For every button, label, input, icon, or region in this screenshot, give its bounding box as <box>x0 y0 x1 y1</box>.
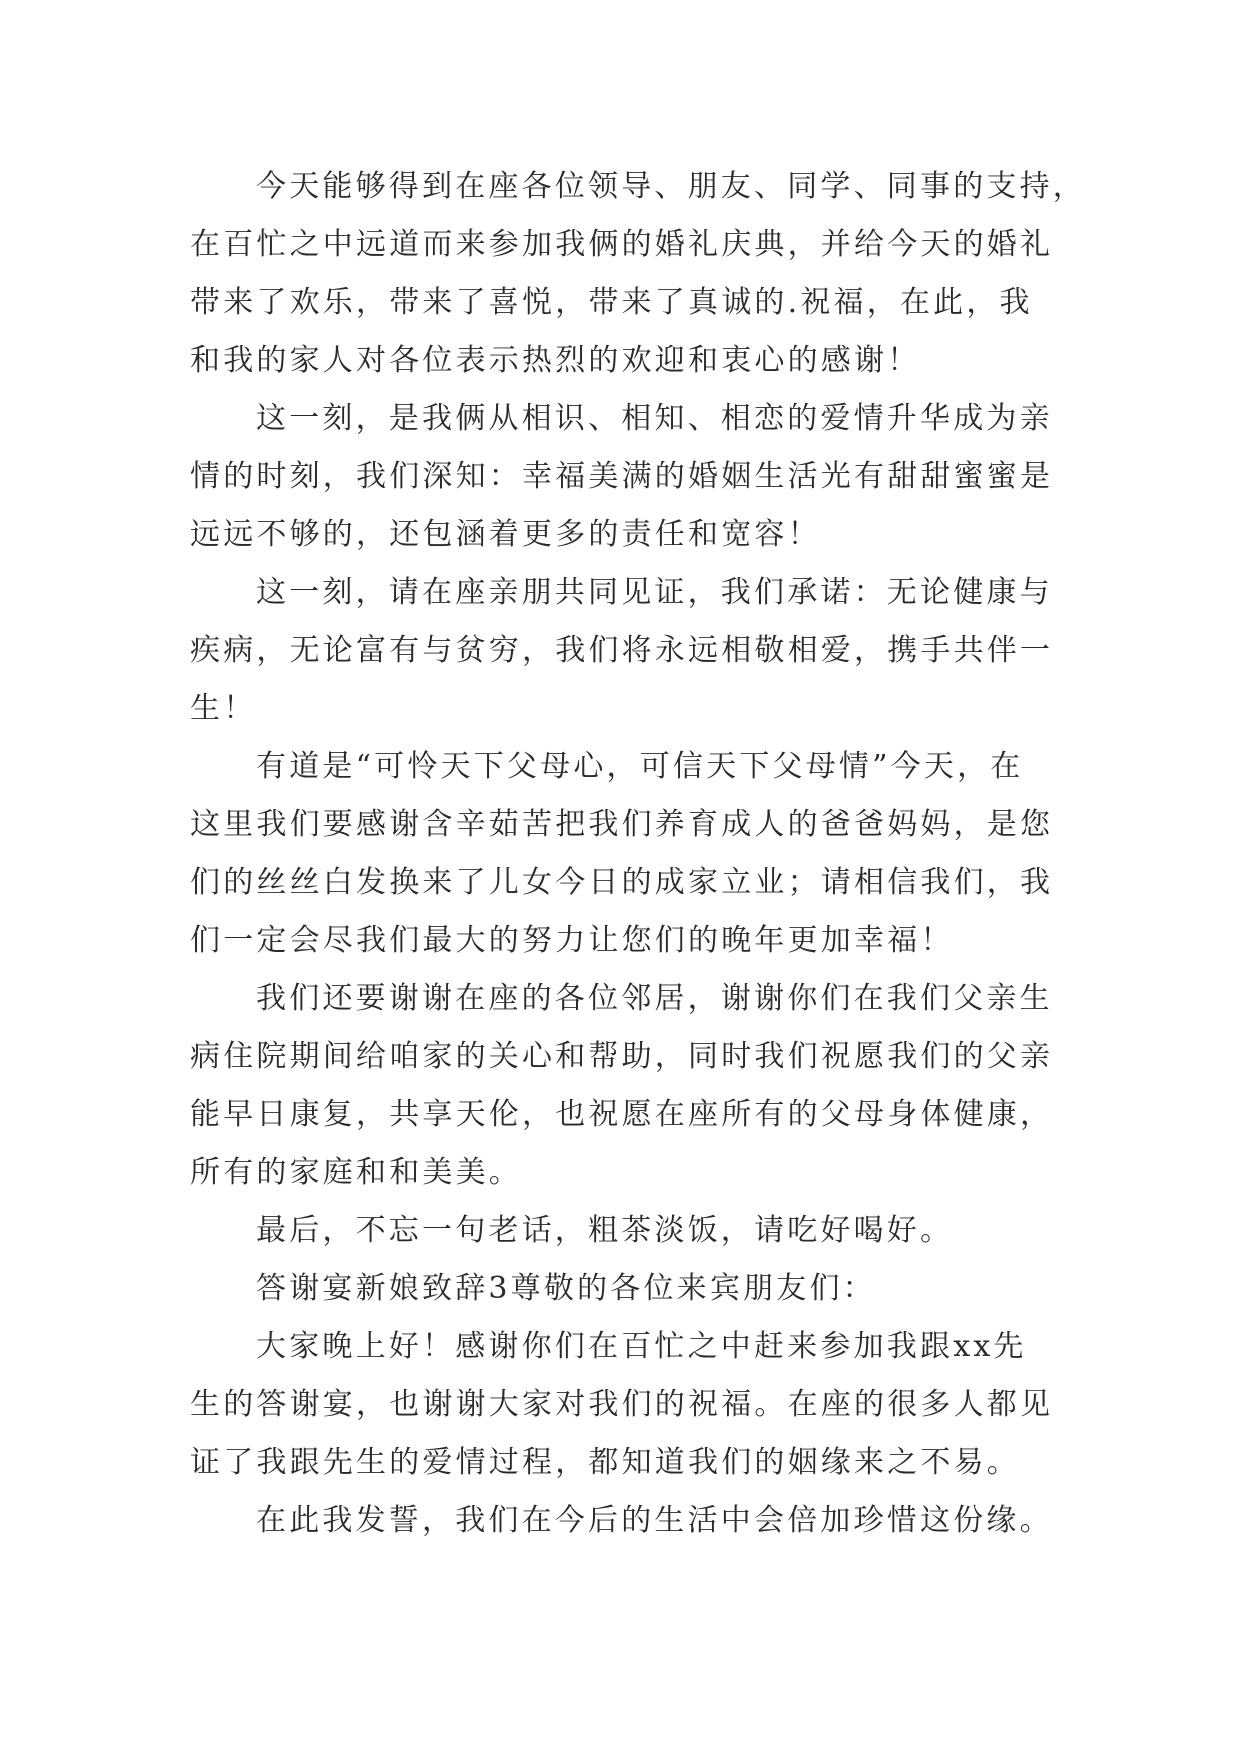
text-line: 在百忙之中远道而来参加我俩的婚礼庆典，并给今天的婚礼 <box>190 227 1054 262</box>
text-line: 们的丝丝白发换来了儿女今日的成家立业；请相信我们，我 <box>190 865 1054 900</box>
text-line: 这里我们要感谢含辛茹苦把我们养育成人的爸爸妈妈，是您 <box>190 807 1054 842</box>
text-line: 今天能够得到在座各位领导、朋友、同学、同事的支持， <box>256 169 1086 204</box>
text-line: 这一刻，是我俩从相识、相知、相恋的爱情升华成为亲 <box>256 401 1053 436</box>
text-line: 能早日康复，共享天伦，也祝愿在座所有的父母身体健康， <box>190 1097 1054 1132</box>
text-line: 有道是“可怜天下父母心，可信天下父母情”今天，在 <box>256 749 1024 784</box>
text-line: 最后，不忘一句老话，粗茶淡饭，请吃好喝好。 <box>256 1213 954 1248</box>
text-line: 情的时刻，我们深知：幸福美满的婚姻生活光有甜甜蜜蜜是 <box>190 459 1054 494</box>
text-line: 证了我跟先生的爱情过程，都知道我们的姻缘来之不易。 <box>190 1445 1020 1480</box>
text-line: 在此我发誓，我们在今后的生活中会倍加珍惜这份缘。 <box>256 1503 1053 1538</box>
text-line: 这一刻，请在座亲朋共同见证，我们承诺：无论健康与 <box>256 575 1053 610</box>
text-line: 们一定会尽我们最大的努力让您们的晚年更加幸福！ <box>190 923 954 958</box>
text-line: 和我的家人对各位表示热烈的欢迎和衷心的感谢！ <box>190 343 921 378</box>
text-line: 生！ <box>190 691 257 726</box>
text-line: 大家晚上好！感谢你们在百忙之中赶来参加我跟xx先 <box>256 1329 1027 1364</box>
text-line: 生的答谢宴，也谢谢大家对我们的祝福。在座的很多人都见 <box>190 1387 1054 1422</box>
text-line: 远远不够的，还包涵着更多的责任和宽容！ <box>190 517 821 552</box>
text-line: 答谢宴新娘致辞3尊敬的各位来宾朋友们： <box>256 1271 876 1306</box>
text-line: 疾病，无论富有与贫穷，我们将永远相敬相爱，携手共伴一 <box>190 633 1054 668</box>
text-line: 病住院期间给咱家的关心和帮助，同时我们祝愿我们的父亲 <box>190 1039 1054 1074</box>
document-body <box>190 158 1090 1550</box>
text-line: 所有的家庭和和美美。 <box>190 1155 522 1190</box>
text-line: 我们还要谢谢在座的各位邻居，谢谢你们在我们父亲生 <box>256 981 1053 1016</box>
text-line: 带来了欢乐，带来了喜悦，带来了真诚的.祝福，在此，我 <box>190 285 1033 320</box>
